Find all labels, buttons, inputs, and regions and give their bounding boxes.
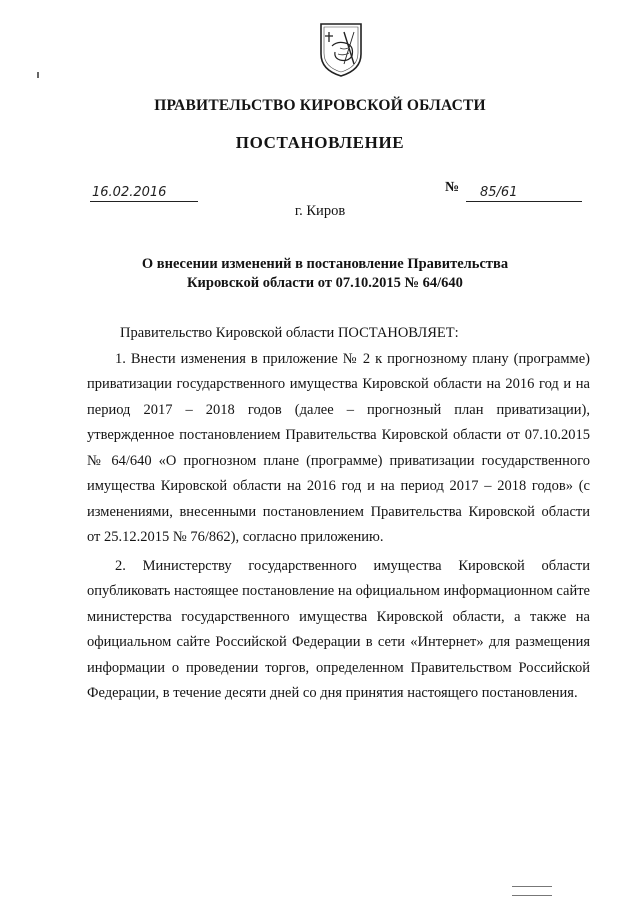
document-type-title: ПОСТАНОВЛЕНИЕ <box>235 133 405 152</box>
city: г. Киров <box>294 203 346 219</box>
document-number: 85/61 <box>466 185 582 202</box>
paragraph-2: 2. Министерству государственного имущества Кировской области опубликовать настоящее постановление на официальном информационном сайте министерства государственного имущества Кировской области, а также на официальном сайте Российской Федерации в сети «Интернет» для размещения информации о проведении торгов, определенном Правительством Российской Федерации, в течение десяти дней со дня принятия настоящего постановления. <box>87 557 590 701</box>
number-label: № <box>445 180 460 195</box>
decree-intro: Правительство Кировской области ПОСТАНОВЛЯЕТ: <box>120 325 459 341</box>
coat-of-arms-icon <box>318 20 364 78</box>
document-subject <box>110 255 540 293</box>
subject-line-2: Кировской области от 07.10.2015 № 64/640 <box>187 275 463 291</box>
subject-line-1: О внесении изменений в постановление Правительства <box>141 256 509 272</box>
scan-mark-bottom <box>512 886 552 896</box>
paragraph-1: 1. Внести изменения в приложение № 2 к прогнозному плану (программе) приватизации государственного имущества Кировской области на 2016 год и на период 2017 – 2018 годов (далее – прогнозный план приватизации), утвержденное постановлением Правительства Кировской области от 07.10.2015 № 64/640 «О прогнозном плане (программе) приватизации государственного имущества Кировской области на 2016 год и на период 2017 – 2018 годов» (с изменениями, внесенными постановлением Правительства Кировской области от 25.12.2015 № 76/862), согласно приложению. <box>87 350 590 545</box>
document-date: 16.02.2016 <box>90 185 198 202</box>
document-body <box>87 321 590 707</box>
government-title: ПРАВИТЕЛЬСТВО КИРОВСКОЙ ОБЛАСТИ <box>154 97 486 114</box>
scan-mark <box>37 72 39 78</box>
